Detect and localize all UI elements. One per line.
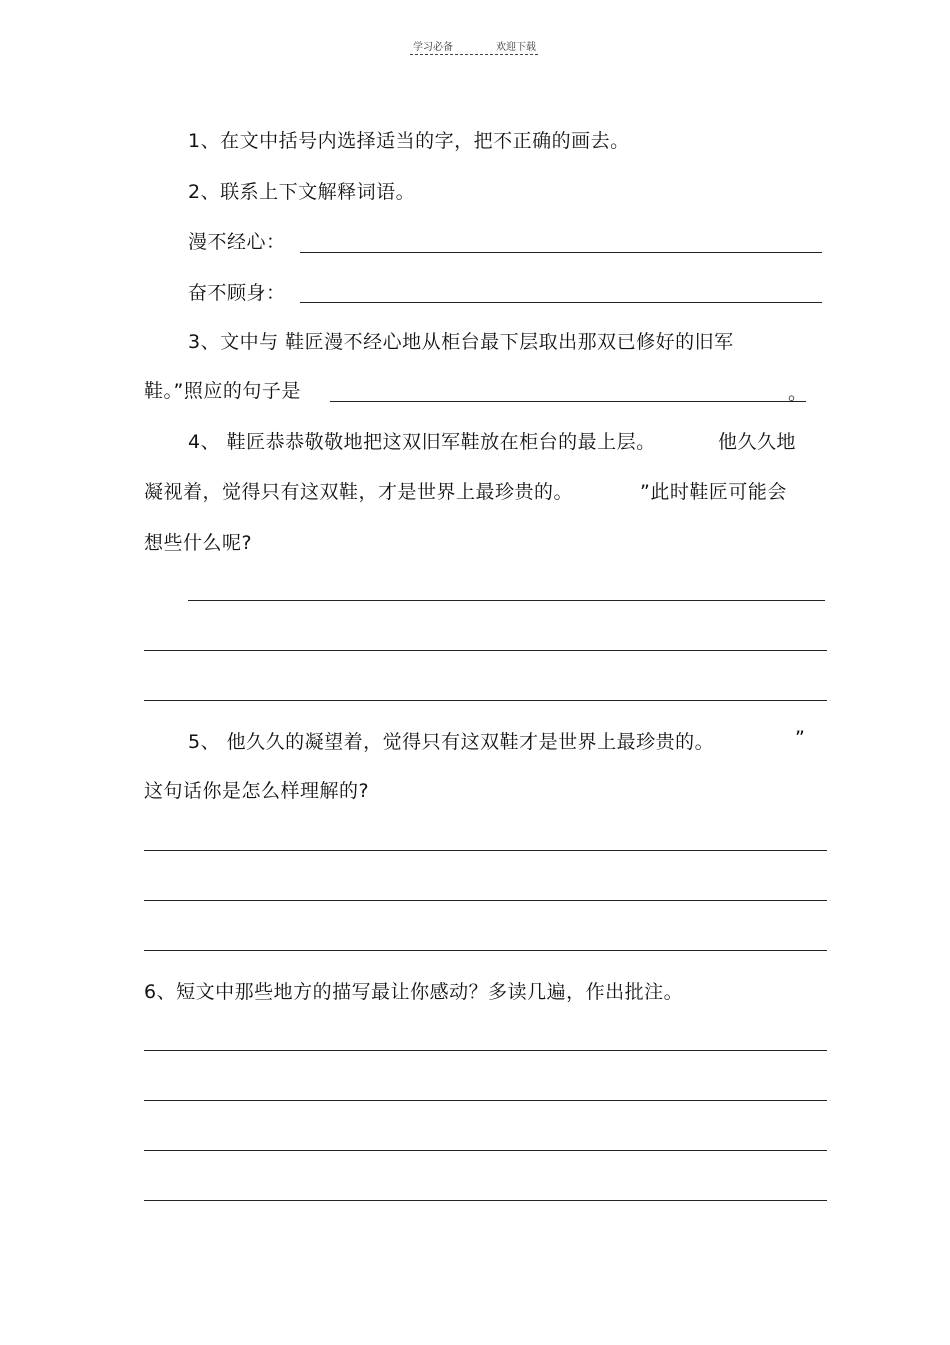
question-3-line-1: 3、文中与 鞋匠漫不经心地从柜台最下层取出那双已修好的旧军 xyxy=(188,331,734,353)
question-4-line-2a: 凝视着，觉得只有这双鞋，才是世界上最珍贵的。 xyxy=(144,481,574,503)
q6-answer-line[interactable] xyxy=(144,1050,827,1051)
question-3-line-2: 鞋。”照应的句子是 xyxy=(144,380,301,402)
header-dashed-rule xyxy=(410,54,538,55)
question-4-line-1a: 4、 鞋匠恭恭敬敬地把这双旧军鞋放在柜台的最上层。 xyxy=(188,431,656,453)
q2-term-2-answer-line[interactable] xyxy=(300,302,822,303)
question-2: 2、联系上下文解释词语。 xyxy=(188,181,416,203)
header-left-text: 学习必备 xyxy=(413,42,453,53)
q3-answer-line[interactable] xyxy=(330,401,806,402)
header-right-text: 欢迎下载 xyxy=(496,42,536,53)
page-header xyxy=(410,38,538,58)
question-5-line-2: 这句话你是怎么样理解的? xyxy=(144,780,370,802)
q3-end-mark: 。 xyxy=(788,382,808,404)
question-1: 1、在文中括号内选择适当的字，把不正确的画去。 xyxy=(188,130,630,152)
q5-answer-line[interactable] xyxy=(144,950,827,951)
question-4-line-3: 想些什么呢? xyxy=(144,532,253,554)
q2-term-2-label: 奋不顾身： xyxy=(188,282,286,304)
question-5-line-1b: ” xyxy=(795,727,806,749)
q2-term-1-label: 漫不经心： xyxy=(188,231,286,253)
q5-answer-line[interactable] xyxy=(144,900,827,901)
question-4-line-1b: 他久久地 xyxy=(718,431,797,453)
q4-answer-line[interactable] xyxy=(188,600,825,601)
question-5-line-1a: 5、 他久久的凝望着，觉得只有这双鞋才是世界上最珍贵的。 xyxy=(188,731,715,753)
q5-answer-line[interactable] xyxy=(144,850,827,851)
q4-answer-line[interactable] xyxy=(144,700,827,701)
q6-answer-line[interactable] xyxy=(144,1200,827,1201)
q2-term-1-answer-line[interactable] xyxy=(300,252,822,253)
q6-answer-line[interactable] xyxy=(144,1100,827,1101)
q4-answer-line[interactable] xyxy=(144,650,827,651)
question-6: 6、短文中那些地方的描写最让你感动？多读几遍，作出批注。 xyxy=(144,981,684,1003)
q6-answer-line[interactable] xyxy=(144,1150,827,1151)
question-4-line-2b: ”此时鞋匠可能会 xyxy=(640,481,787,503)
